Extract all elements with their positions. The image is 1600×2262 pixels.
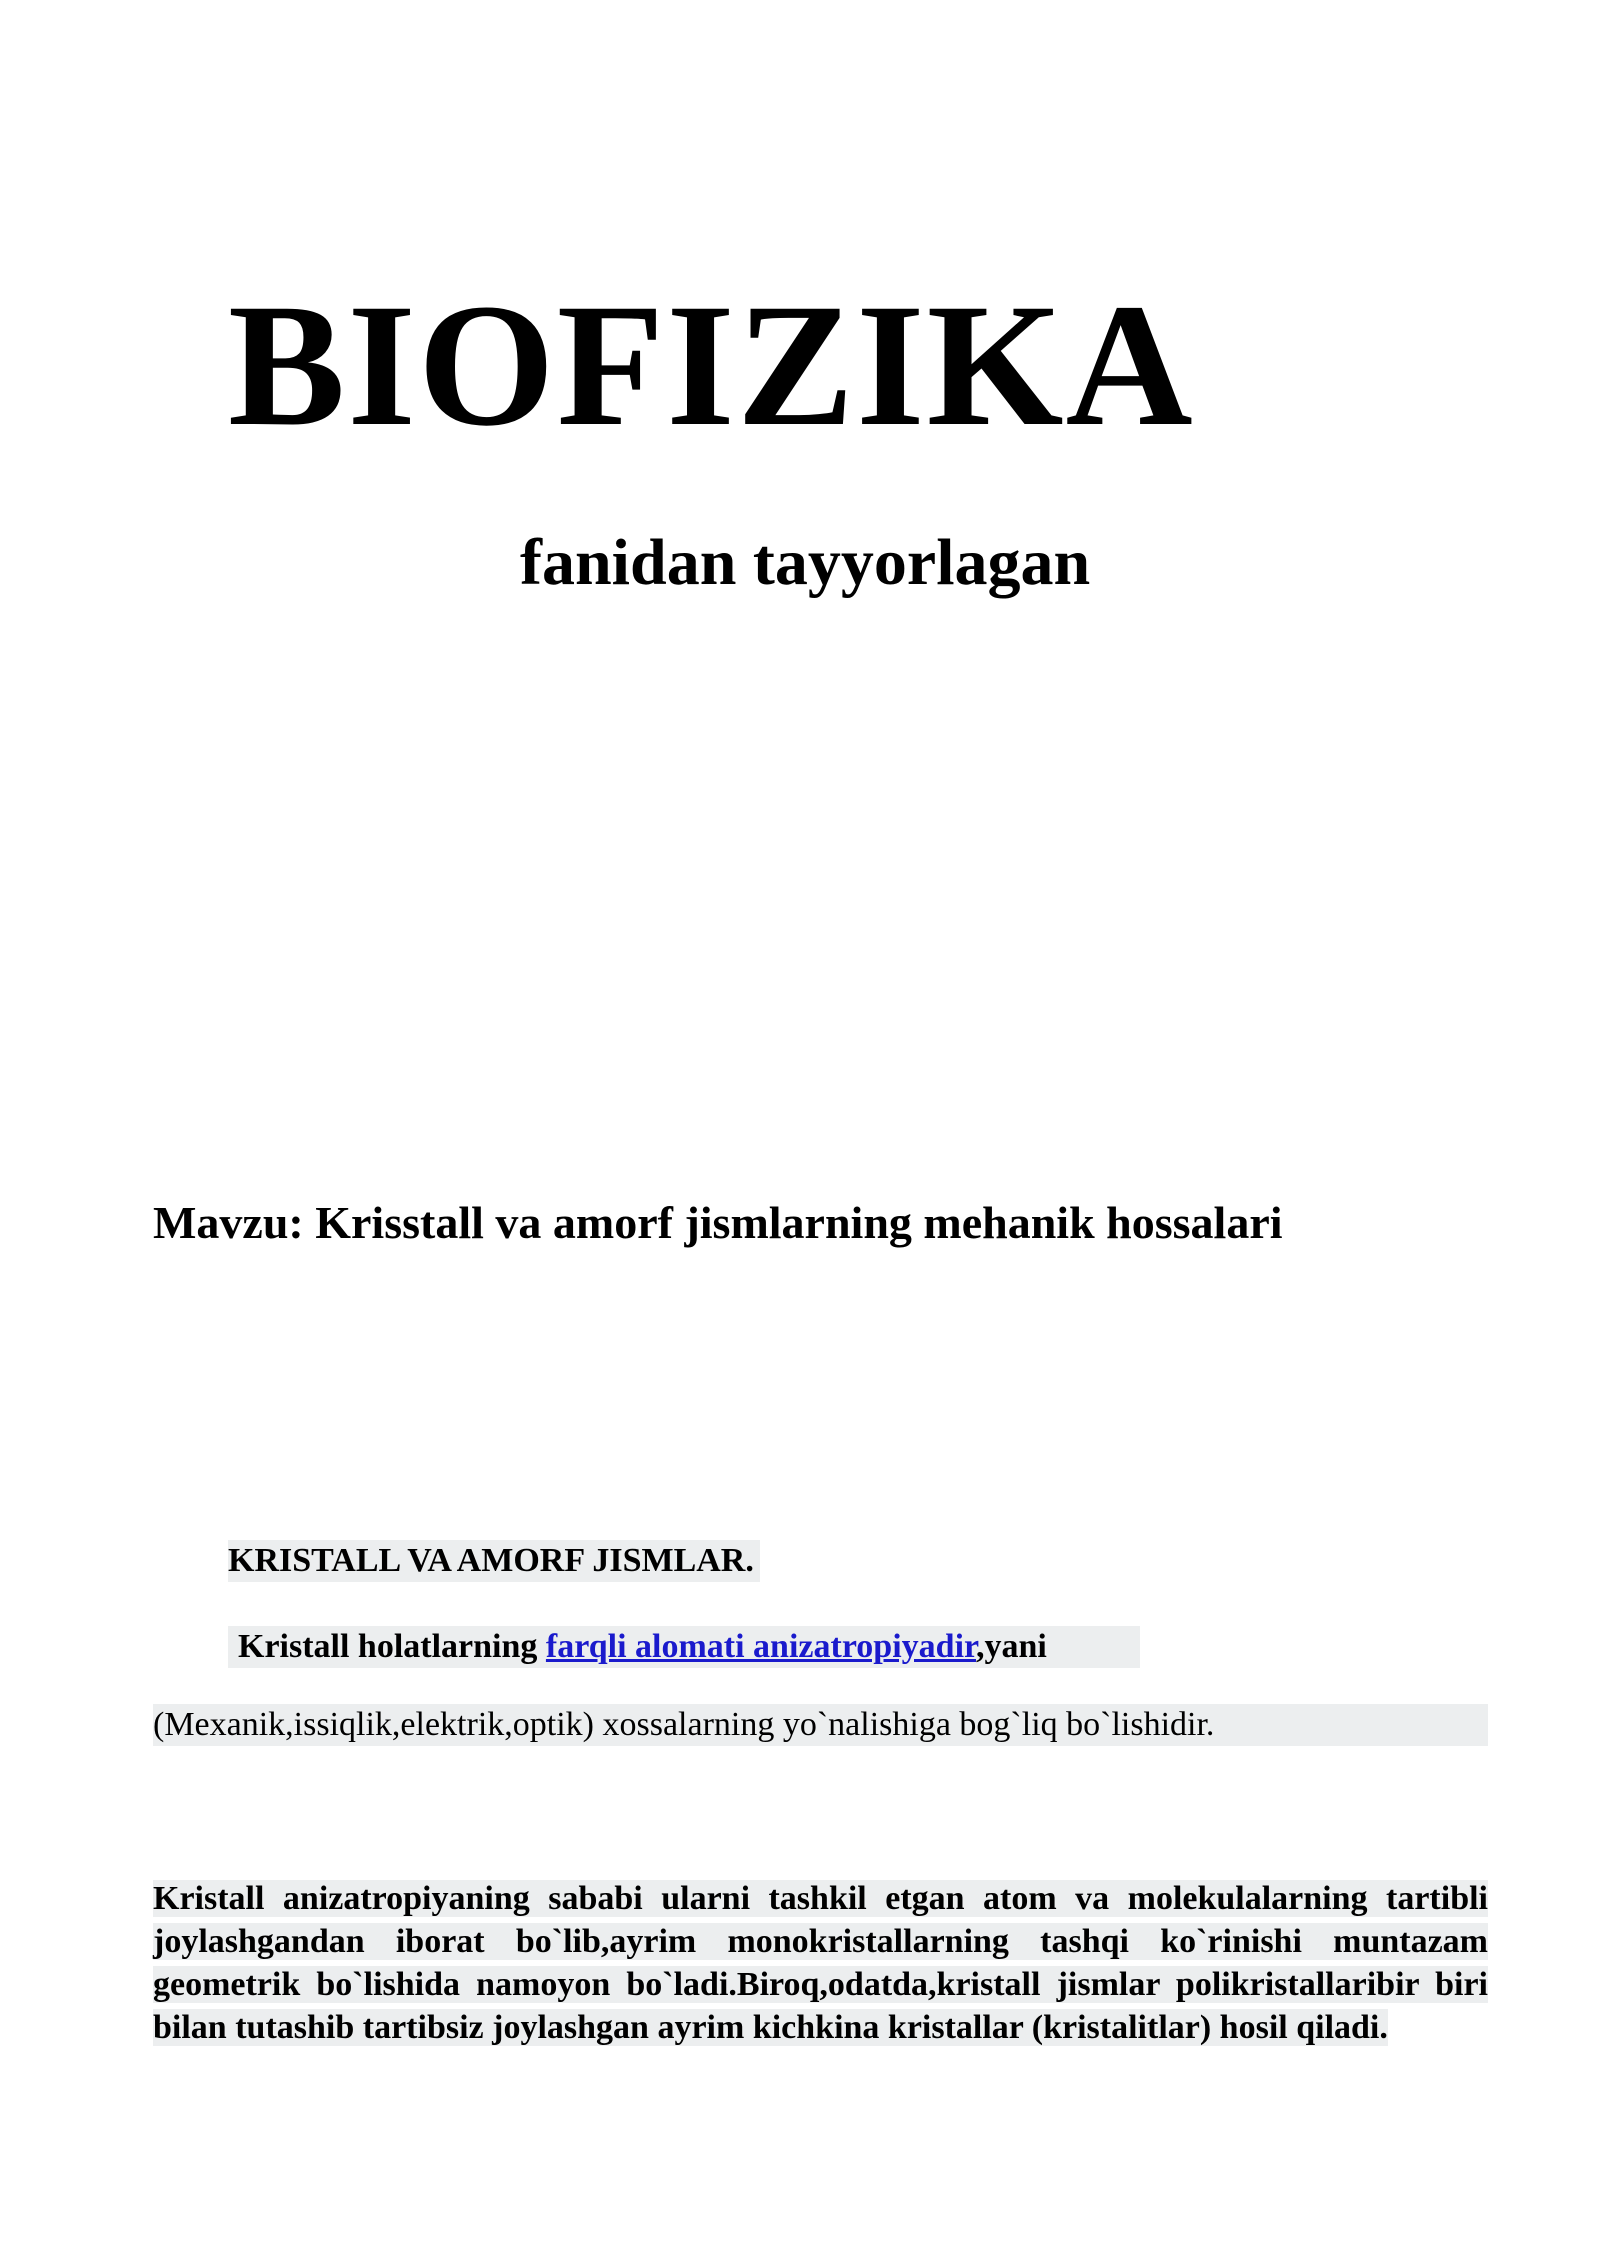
anizatropiya-link[interactable]: farqli alomati anizatropiyadir bbox=[545, 1628, 976, 1665]
document-subtitle: fanidan tayyorlagan bbox=[520, 526, 1091, 599]
definition-suffix: ,yani bbox=[976, 1628, 1047, 1665]
body-paragraph bbox=[153, 1877, 1488, 2049]
section-heading: KRISTALL VA AMORF JISMLAR. bbox=[228, 1540, 760, 1582]
properties-line: (Mexanik,issiqlik,elektrik,optik) xossalarning yo`nalishiga bog`liq bo`lishidir. bbox=[153, 1704, 1488, 1746]
definition-prefix: Kristall holatlarning bbox=[238, 1628, 546, 1665]
body-paragraph-text: Kristall anizatropiyaning sababi ularni tashkil etgan atom va molekulalarning tartibli joylashgandan iborat bo`lib,ayrim monokristallarning tashqi ko`rinishi muntazam geometrik bo`lishida namoyon bo`ladi.Biroq,odatda,kristall jismlar polikristallaribir biri bilan tutashib tartibsiz joylashgan ayrim kichkina kristallar (kristalitlar) hosil qiladi. bbox=[153, 1880, 1488, 2046]
definition-line bbox=[228, 1626, 1140, 1668]
document-title: BIOFIZIKA bbox=[228, 268, 1195, 463]
topic-heading: Mavzu: Krisstall va amorf jismlarning mehanik hossalari bbox=[153, 1197, 1283, 1248]
